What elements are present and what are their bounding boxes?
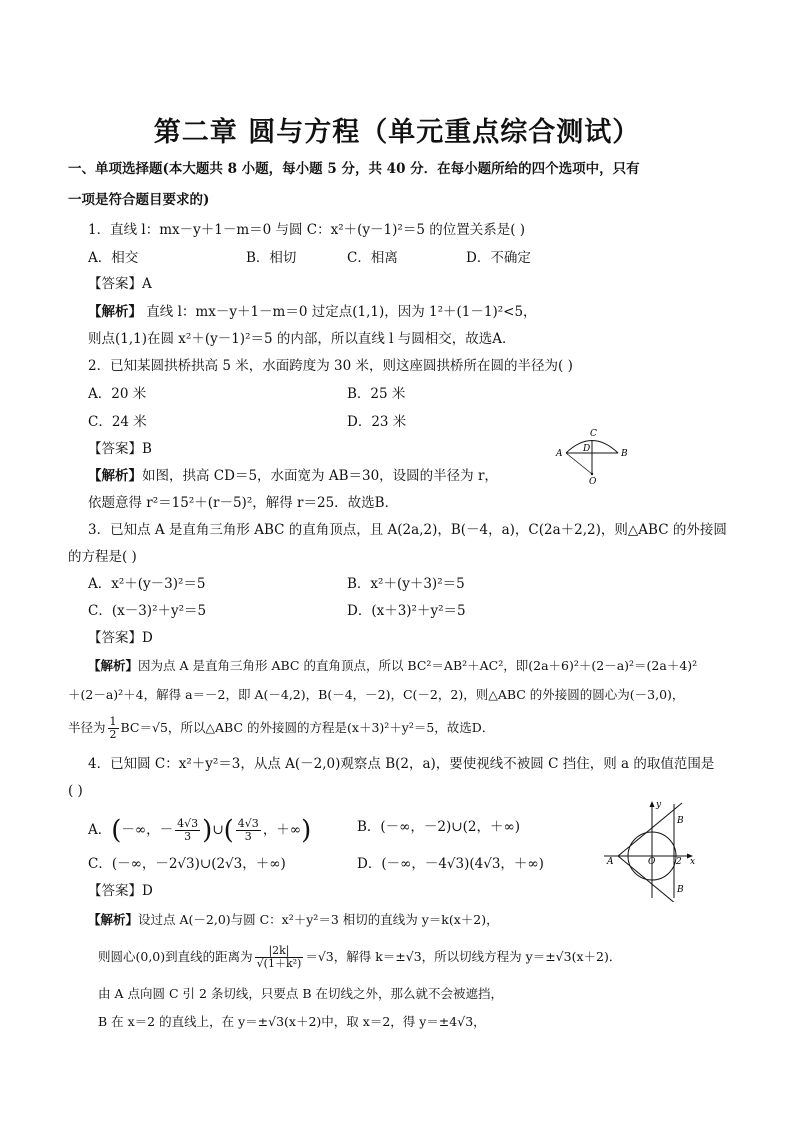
q1-answer: 【答案】A — [88, 276, 152, 292]
q3-analysis-label: 【解析】 — [88, 658, 139, 673]
q2-option-c: C．24 米 — [88, 414, 147, 430]
q4-analysis-post: ＝√3，解得 k＝±√3，所以切线方程为 y＝±√3(x＋2)． — [305, 949, 622, 964]
q1-option-d: D．不确定 — [466, 250, 531, 266]
q3-stem-line1: 3．已知点 A 是直角三角形 ABC 的直角顶点，且 A(2a,2)，B(－4，a)，C(2a＋2,2)，则△ABC 的外接圆 — [88, 522, 727, 538]
q4-analysis-line4: B 在 x＝2 的直线上，在 y＝±√3(x＋2)中，取 x＝2，得 y＝±4√3， — [98, 1014, 486, 1029]
paren-left-icon: ( — [111, 815, 122, 846]
q4-option-c: C．(－∞，－2√3)∪(2√3，＋∞) — [88, 856, 286, 872]
q4-frac-num: |2k| — [255, 945, 304, 958]
q1-analysis-line2: 则点(1,1)在圆 x²＋(y－1)²＝5 的内部，所以直线 l 与圆相交，故选A． — [88, 331, 516, 347]
q4-opt-a-frac2 — [236, 818, 261, 843]
fig2-label-d: D — [583, 444, 591, 454]
fig2-label-b: B — [621, 449, 628, 459]
fig2-label-c: C — [590, 429, 597, 439]
q2-arch-figure — [552, 424, 632, 486]
q1-option-b: B．相切 — [246, 250, 297, 266]
q3-option-a: A．x²＋(y－3)²＝5 — [88, 576, 206, 592]
fig4-label-b-bottom: B — [677, 885, 684, 895]
q1-stem: 1．直线 l：mx－y＋1－m＝0 与圆 C：x²＋(y－1)²＝5 的位置关系是( ) — [88, 222, 526, 238]
q4-stem-line1: 4．已知圆 C：x²＋y²＝3，从点 A(－2,0)观察点 B(2，a)，要使视线不被圆 C 挡住，则 a 的取值范围是 — [88, 756, 715, 772]
paren-right-icon: ) — [202, 815, 213, 846]
q3-analysis-line1 — [88, 657, 697, 675]
q2-option-d: D．23 米 — [347, 414, 407, 430]
q3-analysis-line2: ＋(2－a)²＋4，解得 a＝－2，即 A(－4,2)，B(－4，－2)，C(－2，2)，则△ABC 的外接圆的圆心为(－3,0)， — [68, 687, 685, 702]
q4-opt-a-pre: －∞，－ — [121, 822, 174, 838]
paren-right-icon: ) — [301, 815, 312, 846]
q3-stem-line2: 的方程是( ) — [68, 549, 137, 565]
q4-analysis-text1: 设过点 A(－2,0)与圆 C：x²＋y²＝3 相切的直线为 y＝k(x＋2)， — [138, 912, 499, 927]
q1-option-c: C．相离 — [347, 250, 398, 266]
q3-frac-den: 2 — [109, 728, 117, 741]
radius-ao — [566, 453, 592, 474]
q2-analysis-line2: 依题意得 r²＝15²＋(r－5)²，解得 r＝25．故选B． — [88, 495, 399, 511]
q4-option-a — [88, 815, 312, 846]
fig4-label-2: 2 — [676, 857, 682, 867]
paren-left-icon: ( — [223, 815, 234, 846]
page-title: 第二章 圆与方程（单元重点综合测试） — [153, 117, 641, 148]
fig4-label-x: x — [690, 857, 696, 867]
q1-analysis-text1: 直线 l：mx－y＋1－m＝0 过定点(1,1)，因为 1²＋(1－1)²<5， — [142, 304, 537, 320]
fig2-label-a: A — [556, 449, 563, 459]
q4-analysis-label: 【解析】 — [88, 912, 139, 927]
q3-answer: 【答案】D — [88, 630, 153, 646]
q4-frac1-num: 4√3 — [177, 817, 199, 830]
q2-analysis-label: 【解析】 — [88, 468, 142, 484]
fig4-label-a: A — [607, 857, 614, 867]
q4-frac-den: √(1＋k²) — [256, 957, 302, 970]
q4-opt-a-mid: ∪ — [212, 822, 224, 838]
q4-distance-fraction — [255, 945, 304, 970]
q4-stem-line2: ( ) — [68, 783, 83, 799]
q4-answer: 【答案】D — [88, 883, 153, 899]
q4-option-b: B．(－∞，－2)∪(2，＋∞) — [357, 819, 520, 835]
q2-answer: 【答案】B — [88, 441, 152, 457]
tangent-line-upper — [618, 803, 682, 856]
q3-analysis-text1: 因为点 A 是直角三角形 ABC 的直角顶点，所以 BC²＝AB²＋AC²，即(2a＋6)²＋(2－a)²＝(2a＋4)² — [138, 658, 698, 673]
q4-frac1-den: 3 — [184, 830, 192, 843]
q4-frac2-num: 4√3 — [237, 817, 259, 830]
section-heading-line1: 一、单项选择题(本大题共 8 小题，每小题 5 分，共 40 分．在每小题所给的四个选项中，只有 — [68, 161, 640, 177]
q3-analysis-post: BC＝√5，所以△ABC 的外接圆的方程是(x＋3)²＋y²＝5，故选D． — [120, 720, 495, 735]
q3-analysis-line3 — [68, 716, 494, 741]
q2-option-b: B．25 米 — [347, 386, 406, 402]
q4-opt-a-frac1 — [175, 818, 200, 843]
q4-tangent-figure — [598, 798, 702, 902]
fig4-label-o: O — [648, 857, 656, 867]
section-heading-line2: 一项是符合题目要求的) — [68, 192, 210, 208]
q4-opt-a-label: A． — [88, 822, 112, 838]
center-point — [591, 473, 593, 475]
q2-analysis-line1 — [88, 467, 498, 485]
q1-analysis-label: 【解析】 — [88, 304, 142, 320]
q4-frac2-den: 3 — [244, 830, 252, 843]
fig4-label-b-top: B — [677, 816, 684, 826]
q2-analysis-text1: 如图，拱高 CD＝5，水面宽为 AB＝30，设圆的半径为 r， — [142, 468, 498, 484]
q3-half-fraction — [108, 716, 119, 741]
q4-analysis-line1 — [88, 911, 499, 929]
fig4-label-y: y — [656, 800, 662, 810]
q3-frac-num: 1 — [109, 715, 117, 728]
y-axis-arrow-icon — [650, 801, 655, 807]
q4-analysis-pre: 则圆心(0,0)到直线的距离为 — [98, 949, 253, 964]
q1-analysis-line1 — [88, 303, 537, 321]
q4-analysis-line3: 由 A 点向圆 C 引 2 条切线，只要点 B 在切线之外，那么就不会被遮挡， — [98, 986, 504, 1001]
fig2-label-o: O — [589, 477, 597, 486]
q3-option-d: D．(x＋3)²＋y²＝5 — [347, 603, 466, 619]
q1-option-a: A．相交 — [88, 250, 139, 266]
q4-opt-a-post: ，＋∞ — [262, 822, 302, 838]
q4-analysis-line2 — [98, 945, 621, 970]
q2-option-a: A．20 米 — [88, 386, 147, 402]
q4-option-d: D．(－∞，－4√3)(4√3，＋∞) — [357, 856, 544, 872]
q3-option-b: B．x²＋(y＋3)²＝5 — [347, 576, 465, 592]
q3-option-c: C．(x－3)²＋y²＝5 — [88, 603, 207, 619]
q2-stem: 2．已知某圆拱桥拱高 5 米，水面跨度为 30 米，则这座圆拱桥所在圆的半径为( ) — [88, 358, 573, 374]
q3-analysis-pre: 半径为 — [68, 720, 106, 735]
